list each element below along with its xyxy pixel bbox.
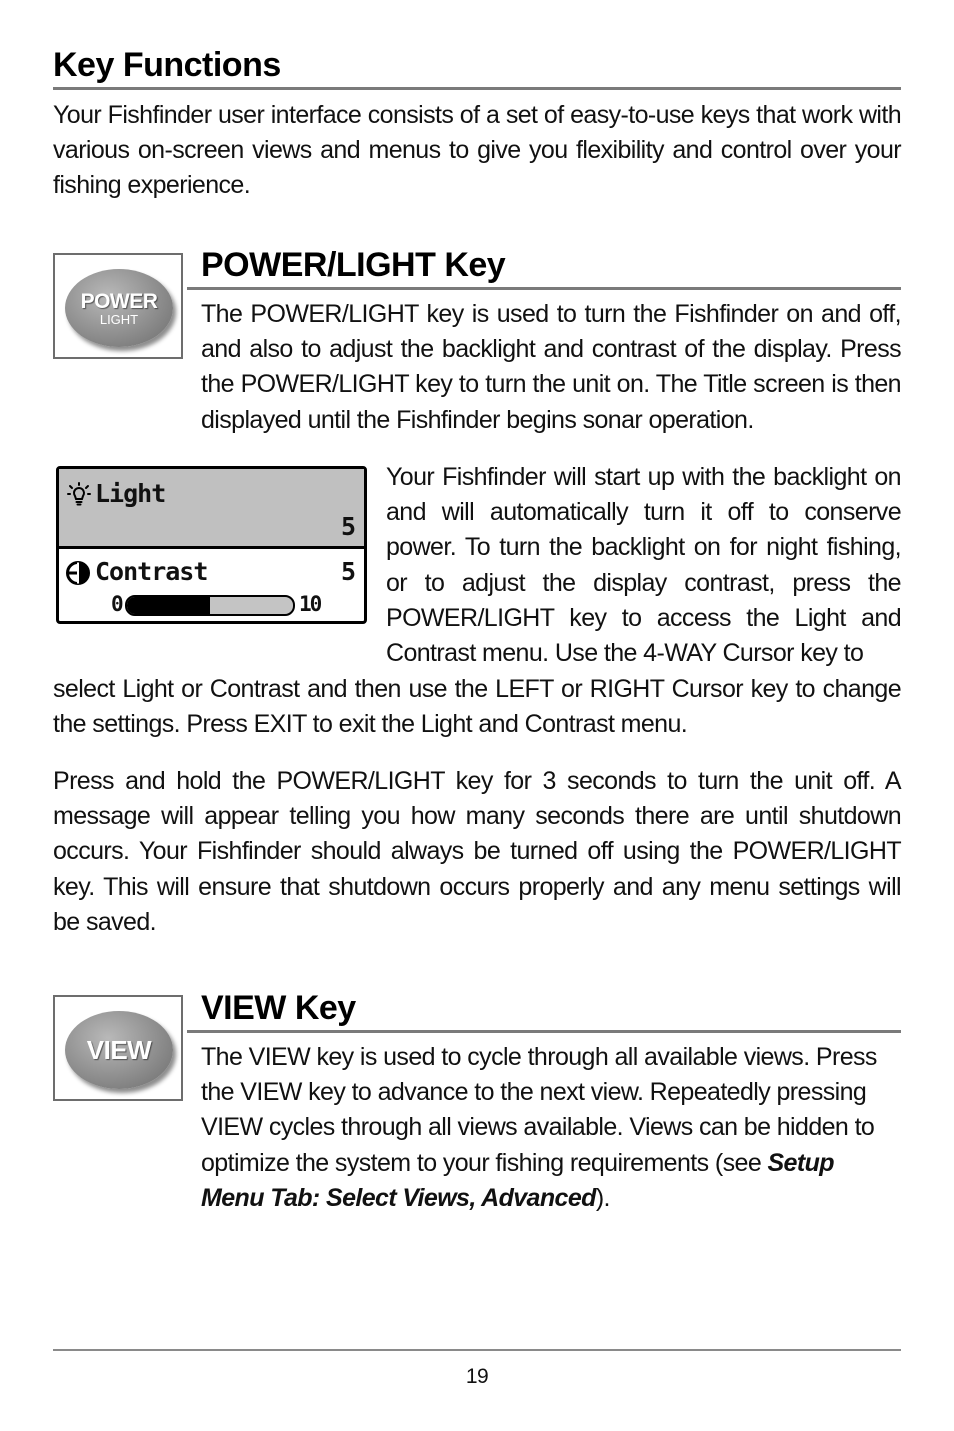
view-paragraph	[201, 1040, 881, 1216]
power-key-label: POWER	[80, 289, 158, 313]
page-title: Key Functions	[53, 46, 281, 84]
menu-item-light	[59, 469, 364, 549]
contrast-icon	[65, 560, 91, 586]
light-contrast-menu	[56, 466, 367, 624]
view-paragraph-text: The VIEW key is used to cycle through all available views. Press the VIEW key to advance to the next view. Repeatedly pressing VIEW cycles through all views available. Views can be hidden to optimize the system to your fishing requirements (see	[201, 1043, 877, 1177]
power-light-paragraph-2-continued: select Light or Contrast and then use the LEFT or RIGHT Cursor key to change the settings. Press EXIT to exit the Light and Contrast menu.	[53, 675, 901, 739]
contrast-scale-max: 10	[299, 592, 321, 616]
power-light-paragraph-2: Your Fishfinder will start up with the backlight on and will automatically turn it off to conserve power. To turn the backlight on for night fishing, or to adjust the display contrast, press the POWER/LIGHT key to access the Light and Contrast menu. Use the 4-WAY Cursor key to	[386, 463, 901, 668]
power-light-key-image	[53, 253, 183, 359]
cross-reference: Setup Menu Tab: Select Views, Advanced	[201, 1148, 834, 1212]
power-light-button-icon	[65, 269, 173, 347]
light-key-label: LIGHT	[99, 311, 139, 327]
view-paragraph-end: ).	[595, 1183, 610, 1212]
view-rule	[187, 1030, 901, 1033]
menu-contrast-label: Contrast	[95, 557, 208, 586]
menu-light-label: Light	[95, 479, 166, 508]
page-number: 19	[465, 1365, 489, 1388]
view-heading: VIEW Key	[201, 989, 356, 1027]
footer-rule	[53, 1349, 901, 1351]
view-button-icon	[65, 1011, 173, 1089]
power-light-heading: POWER/LIGHT Key	[201, 246, 506, 284]
contrast-slider	[125, 595, 295, 616]
title-rule	[53, 87, 901, 90]
view-key-image	[53, 995, 183, 1101]
menu-light-value: 5	[340, 512, 356, 541]
power-light-paragraph-3: Press and hold the POWER/LIGHT key for 3 seconds to turn the unit off. A message will appear telling you how many seconds there are until shutdown occurs. Your Fishfinder should always be turned off using the POWER/LIGHT key. This will ensure that shutdown occurs properly and any menu settings will be saved.	[53, 767, 901, 936]
menu-contrast-value: 5	[340, 557, 356, 586]
power-light-paragraph-1: The POWER/LIGHT key is used to turn the Fishfinder on and off, and also to adjust the backlight and contrast of the display. Press the POWER/LIGHT key to turn the unit on. The Title screen is then displayed until the Fishfinder begins sonar operation.	[201, 300, 901, 434]
view-key-label: VIEW	[86, 1035, 152, 1065]
contrast-slider-fill	[127, 597, 210, 614]
power-light-rule	[187, 287, 901, 290]
contrast-scale-min: 0	[111, 592, 123, 616]
intro-paragraph: Your Fishfinder user interface consists of a set of easy-to-use keys that work with various on-screen views and menus to give you flexibility and control over your fishing experience.	[53, 101, 901, 200]
lightbulb-icon	[67, 482, 91, 506]
